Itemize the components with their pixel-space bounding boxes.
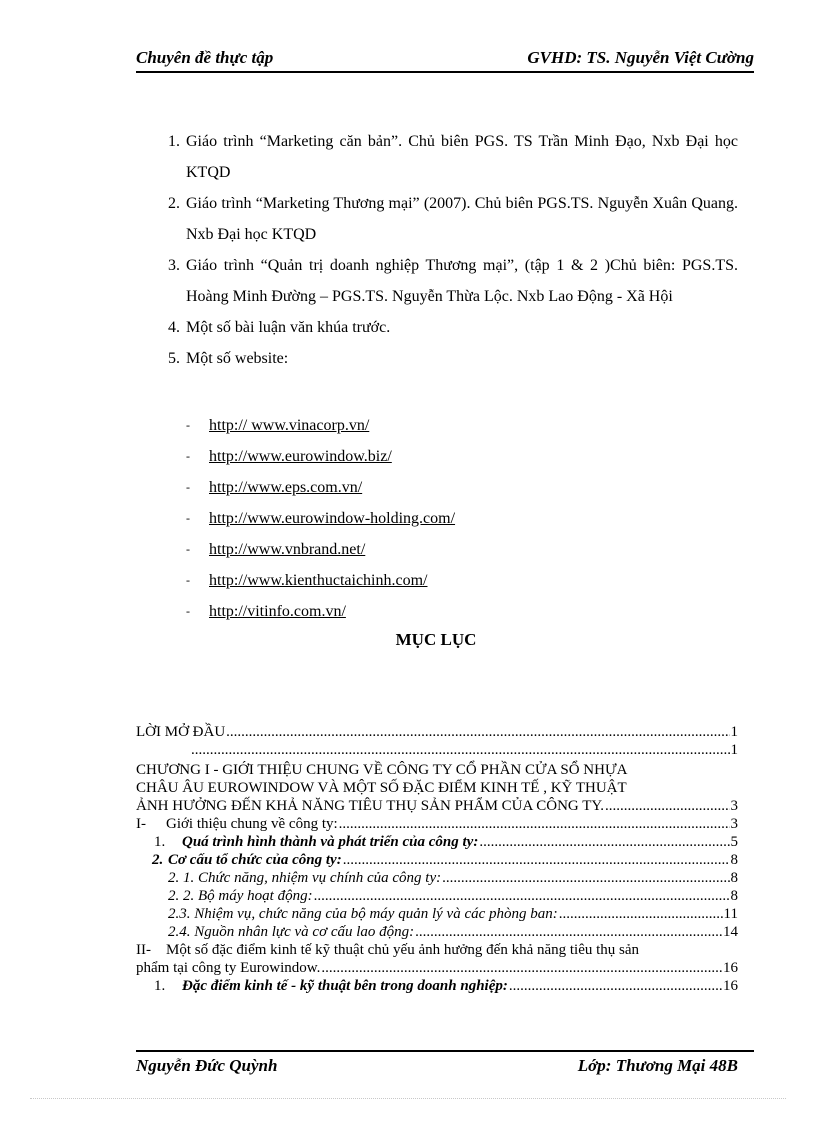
website-item: [186, 472, 455, 503]
website-link[interactable]: http://www.eurowindow-holding.com/: [209, 510, 456, 527]
footer-rule: [136, 1050, 754, 1052]
toc-entry[interactable]: [136, 833, 738, 851]
toc-entry-text: Giới thiệu chung về công ty:: [166, 816, 338, 832]
toc-entry-number: 2.: [152, 852, 164, 868]
reference-item: [136, 312, 738, 343]
toc-entry[interactable]: [136, 977, 738, 995]
toc-entry-text: LỜI MỞ ĐẦU: [136, 724, 226, 740]
toc-leader: [479, 833, 729, 851]
reference-text: Một số bài luận văn khúa trước.: [186, 319, 391, 336]
toc-entry[interactable]: [136, 815, 738, 833]
toc-leader: [226, 723, 729, 741]
toc-leader: [415, 923, 722, 941]
website-item: [186, 565, 455, 596]
reference-text: Giáo trình “Marketing căn bản”. Chủ biên PGS. TS Trần Minh Đạo, Nxb Đại học KTQD: [186, 133, 738, 181]
toc-entry-text: 2.4. Nguồn nhân lực và cơ cấu lao động:: [168, 924, 415, 940]
toc-page-number: 1: [730, 724, 738, 740]
toc-entry-text-line: CHÂU ÂU EUROWINDOW VÀ MỘT SỐ ĐẶC ĐIỂM KINH TẾ , KỸ THUẬT: [136, 780, 627, 796]
reference-item: [136, 343, 738, 374]
toc-entry[interactable]: [136, 851, 738, 869]
page-bottom-border: [30, 1098, 786, 1099]
dash-bullet: -: [186, 449, 190, 463]
reference-text: Một số website:: [186, 350, 289, 367]
reference-item: [136, 126, 738, 188]
reference-text: Giáo trình “Quản trị doanh nghiệp Thương mại”, (tập 1 & 2 )Chủ biên: PGS.TS. Hoàng Minh Đường – PGS.TS. Nguyễn Thừa Lộc. Nxb Lao Động - Xã Hội: [186, 257, 738, 305]
toc-title: MỤC LỤC: [395, 630, 477, 649]
reference-number: 4.: [168, 319, 180, 336]
reference-number: 1.: [168, 133, 180, 150]
dash-bullet: -: [186, 480, 190, 494]
dash-bullet: -: [186, 511, 190, 525]
website-item: [186, 410, 455, 441]
toc-page-number: 1: [730, 742, 738, 758]
reference-number: 5.: [168, 350, 180, 367]
header-left-title: Chuyên đề thực tập: [136, 48, 274, 67]
toc-page-number: 14: [723, 924, 738, 940]
reference-number: 2.: [168, 195, 180, 212]
toc-entry-text: Cơ cấu tổ chức của công ty:: [168, 852, 342, 868]
reference-number: 3.: [168, 257, 180, 274]
toc-entry-text: Quá trình hình thành và phát triển của công ty:: [182, 834, 479, 850]
website-link[interactable]: http:// www.vinacorp.vn/: [209, 417, 370, 434]
dash-bullet: -: [186, 573, 190, 587]
toc-entry[interactable]: [136, 761, 738, 815]
toc-entry[interactable]: [136, 723, 738, 741]
toc-page-number: 11: [723, 906, 738, 922]
toc-entry-text-line: ẢNH HƯỞNG ĐẾN KHẢ NĂNG TIÊU THỤ SẢN PHẨM CỦA CÔNG TY.: [136, 798, 605, 814]
toc-entry[interactable]: [136, 905, 738, 923]
toc-entry[interactable]: [136, 869, 738, 887]
table-of-contents: [136, 723, 738, 995]
website-link[interactable]: http://www.kienthuctaichinh.com/: [209, 572, 428, 589]
website-list: [186, 410, 455, 627]
website-link[interactable]: http://www.vnbrand.net/: [209, 541, 366, 558]
toc-page-number: 16: [723, 960, 738, 976]
toc-entry[interactable]: [136, 923, 738, 941]
toc-page-number: 8: [730, 870, 738, 886]
toc-entry-text: Đặc điểm kinh tế - kỹ thuật bên trong doanh nghiệp:: [182, 978, 508, 994]
toc-entry-number: I-: [136, 816, 146, 832]
toc-leader: [339, 815, 730, 833]
toc-entry[interactable]: [136, 741, 738, 759]
toc-leader: [343, 851, 730, 869]
footer-author: Nguyễn Đức Quỳnh: [136, 1056, 278, 1075]
reference-item: [136, 188, 738, 250]
header-right-supervisor: GVHD: TS. Nguyễn Việt Cường: [527, 48, 754, 67]
toc-page-number: 5: [730, 834, 738, 850]
reference-item: [136, 250, 738, 312]
toc-entry-number: 1.: [154, 834, 166, 850]
website-link[interactable]: http://www.eps.com.vn/: [209, 479, 363, 496]
toc-entry-number: II-: [136, 942, 151, 958]
toc-entry[interactable]: [136, 887, 738, 905]
toc-page-number: 8: [730, 888, 738, 904]
toc-leader: [605, 797, 729, 815]
toc-entry-text-line: Một số đặc điểm kinh tế kỹ thuật chủ yếu ảnh hưởng đến khả năng tiêu thụ sản: [166, 942, 640, 958]
toc-leader: [509, 977, 722, 995]
dash-bullet: -: [186, 542, 190, 556]
website-link[interactable]: http://vitinfo.com.vn/: [209, 603, 346, 620]
toc-entry-text-line: CHƯƠNG I - GIỚI THIỆU CHUNG VỀ CÔNG TY CỔ PHẦN CỬA SỔ NHỰA: [136, 762, 628, 778]
toc-entry-text-line: phẩm tại công ty Eurowindow.: [136, 960, 321, 976]
toc-leader: [559, 905, 723, 923]
toc-entry[interactable]: [136, 941, 738, 977]
header-rule: [136, 71, 754, 73]
website-item: [186, 503, 455, 534]
toc-page-number: 8: [730, 852, 738, 868]
toc-leader: [191, 741, 730, 759]
reference-list: [136, 126, 738, 374]
footer-class: Lớp: Thương Mại 48B: [577, 1056, 738, 1075]
toc-page-number: 16: [723, 978, 738, 994]
toc-page-number: 3: [730, 798, 738, 814]
website-item: [186, 596, 455, 627]
toc-entry-text: 2.3. Nhiệm vụ, chức năng của bộ máy quản lý và các phòng ban:: [168, 906, 558, 922]
toc-entry-number: 1.: [154, 978, 166, 994]
toc-entry-text: 2. 1. Chức năng, nhiệm vụ chính của công ty:: [168, 870, 442, 886]
toc-leader: [314, 887, 730, 905]
toc-leader: [321, 959, 722, 977]
dash-bullet: -: [186, 418, 190, 432]
website-item: [186, 534, 455, 565]
toc-leader: [442, 869, 729, 887]
website-item: [186, 441, 455, 472]
website-link[interactable]: http://www.eurowindow.biz/: [209, 448, 392, 465]
toc-entry-text: 2. 2. Bộ máy hoạt động:: [168, 888, 313, 904]
toc-page-number: 3: [730, 816, 738, 832]
dash-bullet: -: [186, 604, 190, 618]
reference-text: Giáo trình “Marketing Thương mại” (2007). Chủ biên PGS.TS. Nguyễn Xuân Quang. Nxb Đại học KTQD: [186, 195, 738, 243]
